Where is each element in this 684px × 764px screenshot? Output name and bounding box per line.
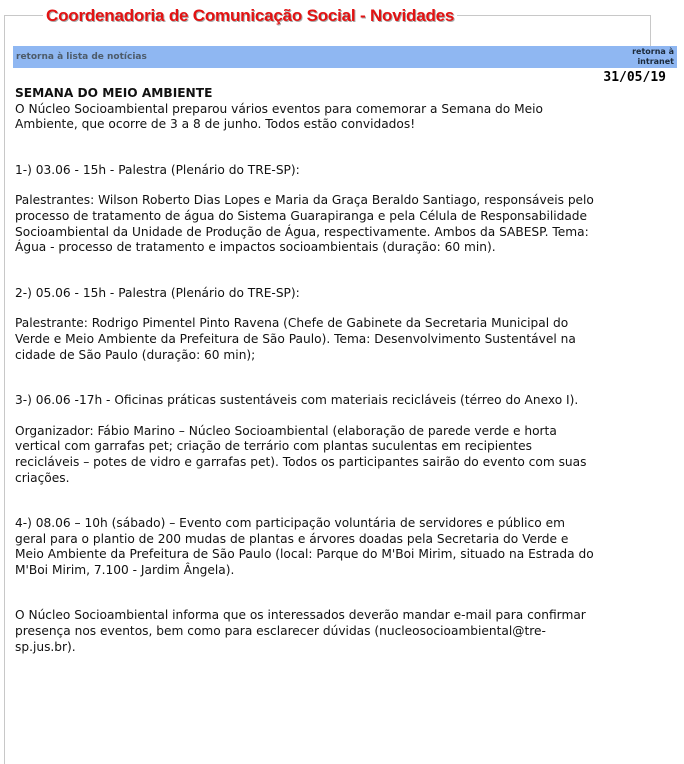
event-1-details: Palestrantes: Wilson Roberto Dias Lopes e Maria da Graça Beraldo Santiago, responsáveis pelo processo de tratamento de água do Sistema Guarapiranga e pela Célula de Responsabilidade Socioambiental da Unidade de Produção de Água, respectivamente. Ambos da SABESP. Tema: Água - processo de tratamento e impactos socioambientais (duração: 60 min).: [15, 193, 594, 255]
navigation-bar: [13, 46, 677, 68]
event-4-title: 4-) 08.06 – 10h (sábado) – Evento com participação voluntária de servidores e público em geral para o plantio de 200 mudas de plantas e árvores doadas pela Secretaria do Verde e Meio Ambiente da Prefeitura de São Paulo (local: Parque do M'Boi Mirim, situado na Estrada do M'Boi Mirim, 7.100 - Jardim Ângela).: [15, 516, 594, 577]
left-border-line: [4, 15, 5, 764]
article-intro: O Núcleo Socioambiental preparou vários eventos para comemorar a Semana do Meio Ambiente, que ocorre de 3 a 8 de junho. Todos estão convidados!: [15, 101, 543, 132]
back-to-intranet-link[interactable]: retorna à intranet: [632, 47, 674, 66]
site-title: Coordenadoria de Comunicação Social - Novidades: [43, 6, 457, 26]
event-2-title: 2-) 05.06 - 15h - Palestra (Plenário do TRE-SP):: [15, 285, 300, 300]
event-2-details: Palestrante: Rodrigo Pimentel Pinto Ravena (Chefe de Gabinete da Secretaria Municipal do Verde e Meio Ambiente da Prefeitura de São Paulo). Tema: Desenvolvimento Sustentável na cidade de São Paulo (duração: 60 min);: [15, 316, 576, 362]
back-to-news-list-link[interactable]: retorna à lista de notícias: [16, 52, 147, 62]
event-1-title: 1-) 03.06 - 15h - Palestra (Plenário do TRE-SP):: [15, 162, 300, 177]
article-date: 31/05/19: [603, 70, 666, 85]
article-headline: SEMANA DO MEIO AMBIENTE: [15, 86, 213, 100]
article-body: [15, 86, 597, 655]
event-3-title: 3-) 06.06 -17h - Oficinas práticas sustentáveis com materiais recicláveis (térreo do Anexo I).: [15, 393, 579, 408]
event-3-details: Organizador: Fábio Marino – Núcleo Socioambiental (elaboração de parede verde e horta vertical com garrafas pet; criação de terrário com plantas suculentas em recipientes recicláveis – potes de vidro e garrafas pet). Todos os participantes sairão do evento com suas criações.: [15, 423, 587, 485]
article-closing: O Núcleo Socioambiental informa que os interessados deverão mandar e-mail para confirmar presença nos eventos, bem como para esclarecer dúvidas (nucleosocioambiental@tre-sp.jus.br).: [15, 608, 586, 654]
